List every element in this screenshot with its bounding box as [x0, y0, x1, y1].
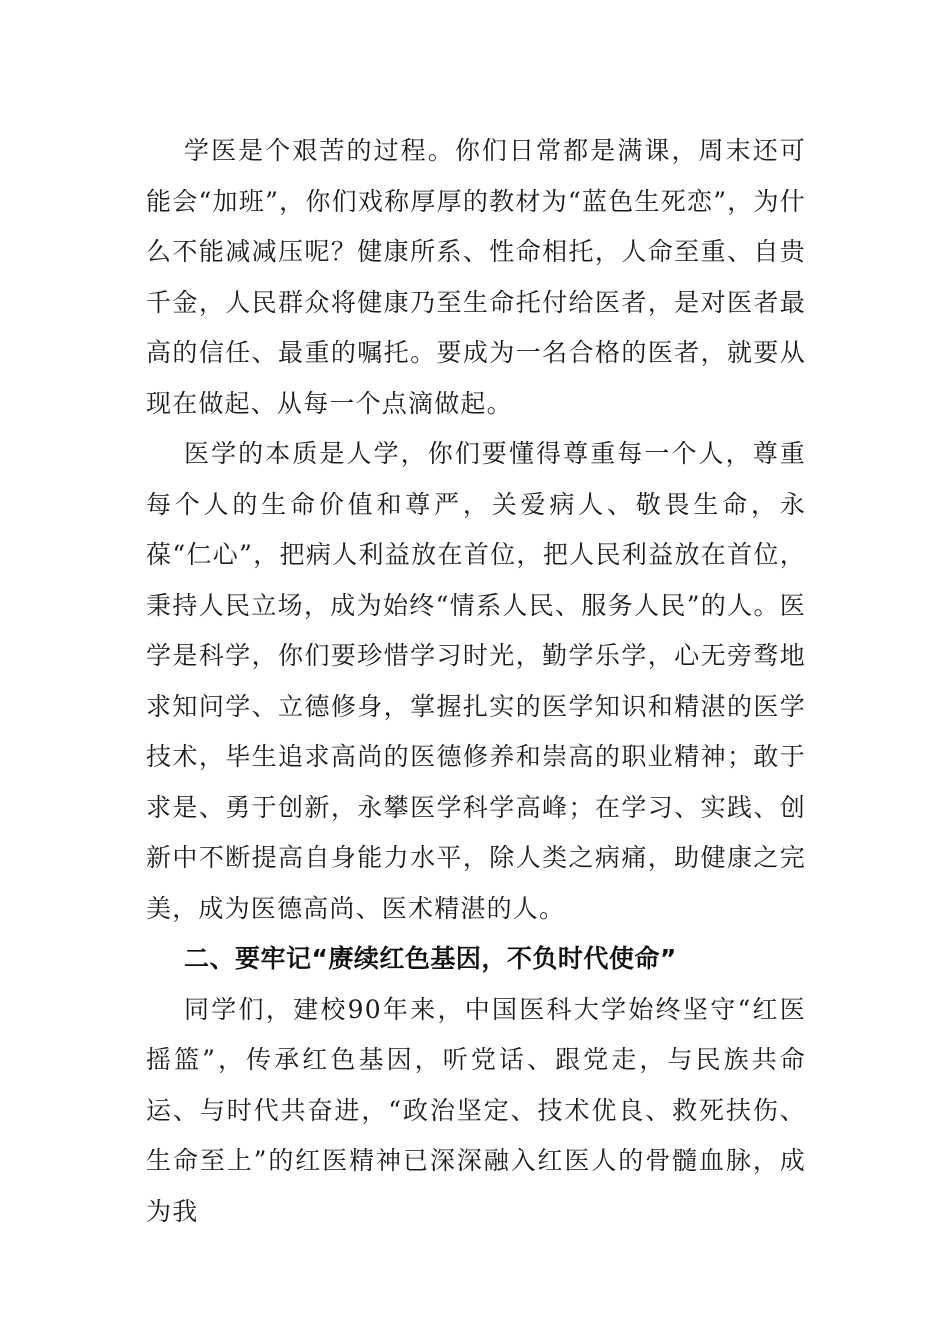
document-body [146, 126, 806, 1237]
section-heading: 二、要牢记“赓续红色基因，不负时代使命” [184, 944, 677, 973]
paragraph-red-gene: 同学们，建校90年来，中国医科大学始终坚守“红医摇篮”，传承红色基因，听党话、跟党走，与民族共命运、与时代共奋进，“政治坚定、技术优良、救死扶伤、生命至上”的红医精神已深深融入红医人的骨髓血脉，成为我 [146, 994, 806, 1226]
paragraph-medicine-essence: 医学的本质是人学，你们要懂得尊重每一个人，尊重每个人的生命价值和尊严，关爱病人、敬畏生命，永葆“仁心”，把病人利益放在首位，把人民利益放在首位，秉持人民立场，成为始终“情系人民、服务人民”的人。医学是科学，你们要珍惜学习时光，勤学乐学，心无旁骛地求知问学、立德修身，掌握扎实的医学知识和精湛的医学技术，毕生追求高尚的医德修养和崇高的职业精神；敢于求是、勇于创新，永攀医学科学高峰；在学习、实践、创新中不断提高自身能力水平，除人类之病痛，助健康之完美，成为医德高尚、医术精湛的人。 [146, 439, 806, 923]
paragraph-study-hardship: 学医是个艰苦的过程。你们日常都是满课，周末还可能会“加班”，你们戏称厚厚的教材为“蓝色生死恋”，为什么不能减减压呢？健康所系、性命相托，人命至重、自贵千金，人民群众将健康乃至生命托付给医者，是对医者最高的信任、最重的嘱托。要成为一名合格的医者，就要从现在做起、从每一个点滴做起。 [146, 136, 806, 418]
